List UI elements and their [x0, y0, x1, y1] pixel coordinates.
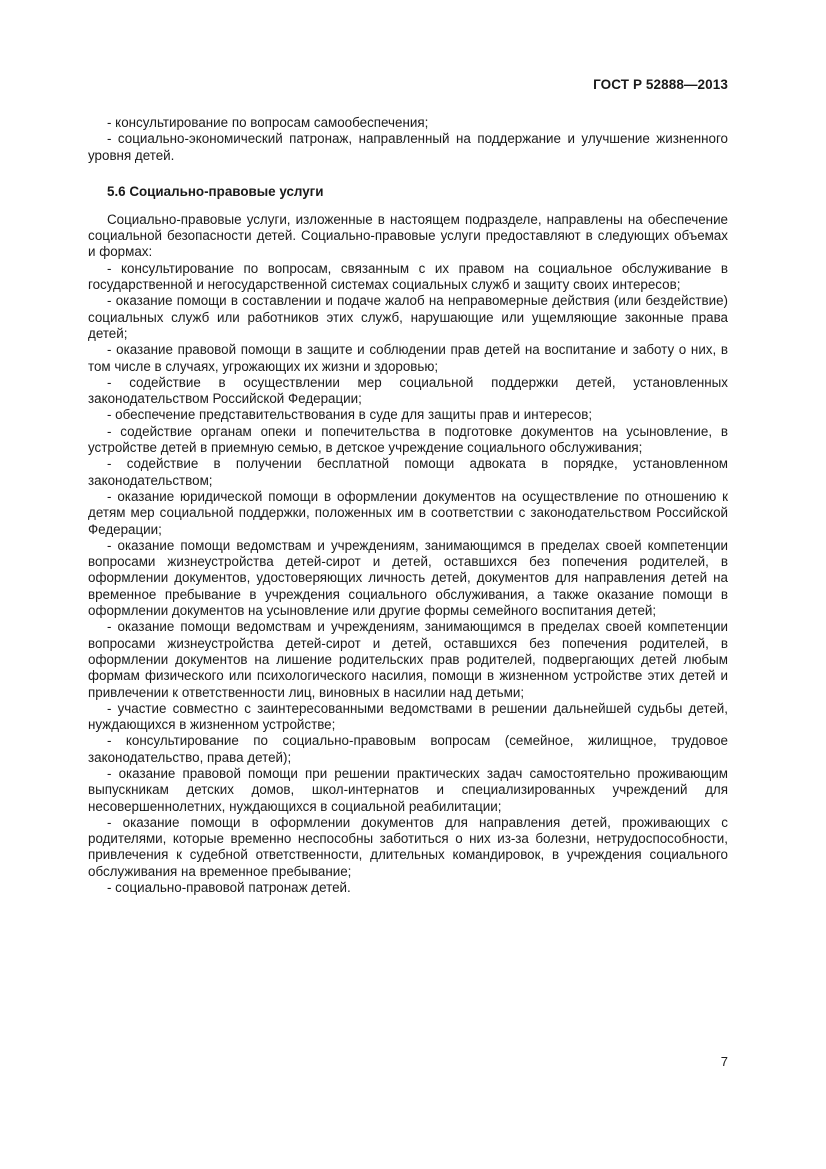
section-intro: Социально-правовые услуги, изложенные в настоящем подразделе, направлены на обеспечение социальной безопасности детей. Социально-правовые услуги предоставляют в следующих объемах и формах: — [88, 211, 728, 260]
list-item: - социально-правовой патронаж детей. — [107, 880, 351, 896]
list-item: - оказание помощи ведомствам и учреждениям, занимающимся в пределах своей компетенции вопросами жизнеустройства детей-сирот и детей, оставшихся без попечения родителей, в оформлении документов, удостоверяющих личность детей, документов для направления детей на временное пребывание в учреждения социального обслуживания, а также оказание помощи в оформлении документов на усыновление или другие формы семейного воспитания детей; — [88, 537, 728, 619]
list-item: - участие совместно с заинтересованными ведомствами в решении дальнейшей судьбы детей, нуждающихся в жизненном устройстве; — [88, 700, 728, 733]
list-item: - оказание правовой помощи при решении практических задач самостоятельно проживающим выпускникам детских домов, школ-интернатов и специализированных учреждений для несовершеннолетних, нуждающихся в социальной реабилитации; — [88, 765, 728, 814]
list-item: - содействие в осуществлении мер социальной поддержки детей, установленных законодательством Российской Федерации; — [88, 374, 728, 407]
list-item: - содействие в получении бесплатной помощи адвоката в порядке, установленном законодательством; — [88, 456, 728, 488]
list-item: - оказание помощи в оформлении документов для направления детей, проживающих с родителями, которые временно неспособны заботиться о них из-за болезни, нетрудоспособности, привлечения к судебной ответственности, длительных командировок, в учреждения социального обслуживания на временное пребывание; — [88, 814, 728, 879]
list-item: - оказание юридической помощи в оформлении документов на осуществление по отношению к детям мер социальной поддержки, положенных им в соответствии с законодательством Российской Федерации; — [88, 488, 728, 537]
section-heading: 5.6 Социально-правовые услуги — [107, 183, 324, 199]
page-number: 7 — [720, 1054, 728, 1069]
list-item: - оказание помощи ведомствам и учреждениям, занимающимся в пределах своей компетенции вопросами жизнеустройства детей-сирот и детей, оставшихся без попечения родителей, в оформлении документов на лишение родительских прав родителей, подвергающих детей любым формам физического или психологического насилия, помощи в жизненном устройстве этих детей и привлечении к ответственности лиц, виновных в насилии над детьми; — [88, 619, 728, 700]
list-item: - оказание помощи в составлении и подаче жалоб на неправомерные действия (или бездействие) социальных служб или работников этих служб, нарушающие или ущемляющие законные права детей; — [88, 293, 728, 341]
standard-header: ГОСТ Р 52888—2013 — [593, 77, 728, 92]
list-item: - консультирование по вопросам, связанным с их правом на социальное обслуживание в государственной и негосударственной системах социальных служб и защиту своих интересов; — [88, 260, 728, 293]
list-item: - консультирование по социально-правовым вопросам (семейное, жилищное, трудовое законодательство, права детей); — [88, 733, 728, 765]
continuation-item: - консультирование по вопросам самообеспечения; — [107, 115, 429, 130]
list-item: - обеспечение представительствования в суде для защиты прав и интересов; — [107, 407, 593, 423]
document-body — [88, 115, 728, 896]
list-item: - оказание правовой помощи в защите и соблюдении прав детей на воспитание и заботу о них, в том числе в случаях, угрожающих их жизни и здоровью; — [88, 342, 728, 374]
list-item: - содействие органам опеки и попечительства в подготовке документов на усыновление, в устройстве детей в приемную семью, в детское учреждение социального обслуживания; — [88, 423, 728, 456]
continuation-item: - социально-экономический патронаж, направленный на поддержание и улучшение жизненного уровня детей. — [88, 131, 728, 163]
